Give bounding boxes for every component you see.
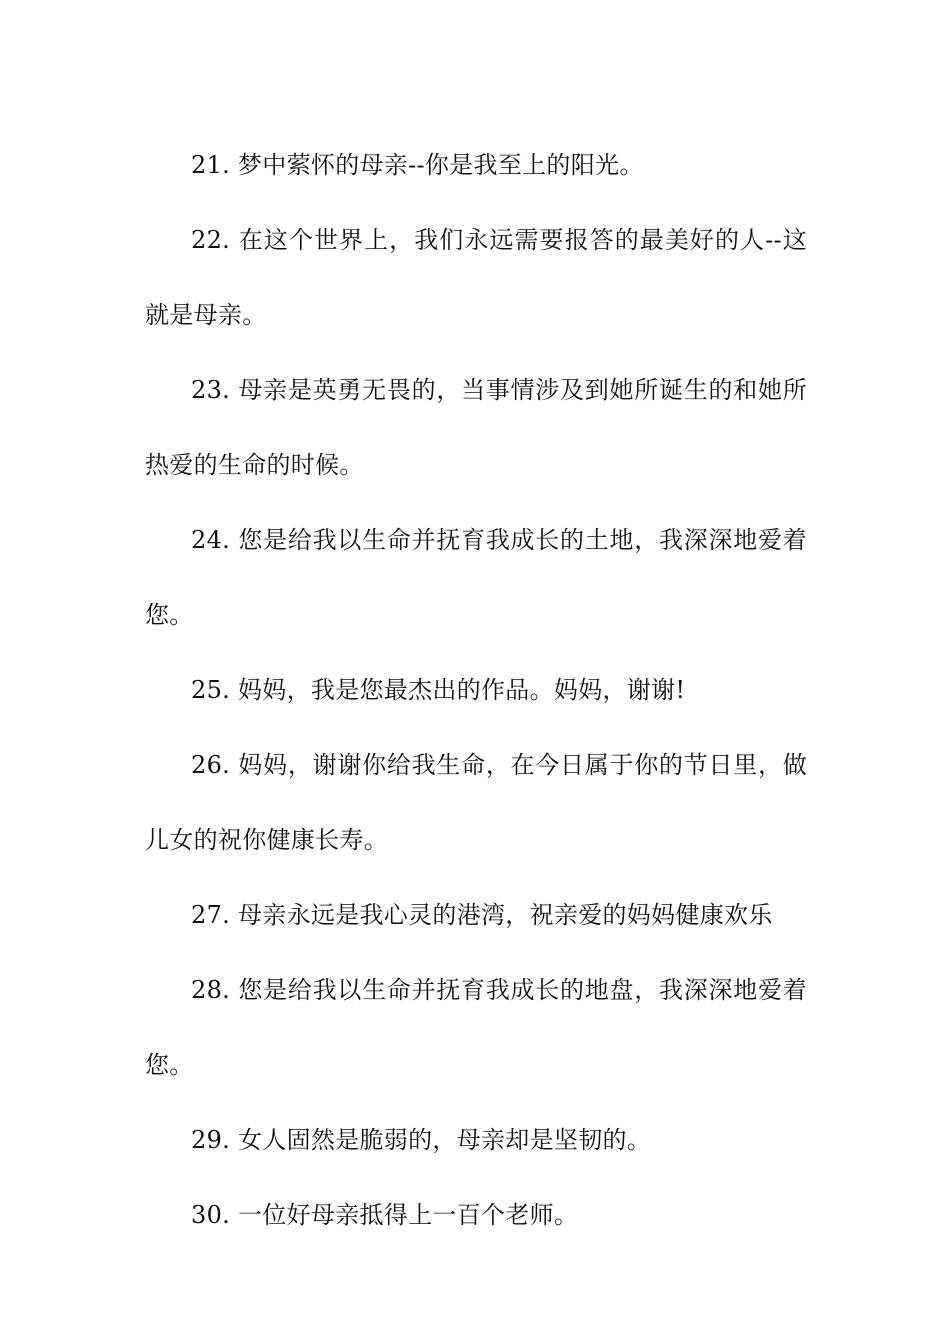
paragraph-23: 23. 母亲是英勇无畏的，当事情涉及到她所诞生的和她所热爱的生命的时候。: [145, 376, 807, 479]
paragraph-22: 22. 在这个世界上，我们永远需要报答的最美好的人--这就是母亲。: [145, 226, 807, 329]
paragraph-30: 30. 一位好母亲抵得上一百个老师。: [191, 1201, 579, 1229]
paragraph-27: 27. 母亲永远是我心灵的港湾，祝亲爱的妈妈健康欢乐: [191, 901, 773, 929]
document-body: [145, 128, 807, 1253]
paragraph-29: 29. 女人固然是脆弱的，母亲却是坚韧的。: [191, 1126, 652, 1154]
paragraph-26: 26. 妈妈，谢谢你给我生命，在今日属于你的节日里，做儿女的祝你健康长寿。: [145, 751, 807, 854]
paragraph-28: 28. 您是给我以生命并抚育我成长的地盘，我深深地爱着您。: [145, 976, 807, 1079]
paragraph-24: 24. 您是给我以生命并抚育我成长的土地，我深深地爱着您。: [145, 526, 807, 629]
paragraph-25: 25. 妈妈，我是您最杰出的作品。妈妈，谢谢!: [191, 676, 686, 704]
paragraph-21: 21. 梦中萦怀的母亲--你是我至上的阳光。: [191, 151, 644, 179]
